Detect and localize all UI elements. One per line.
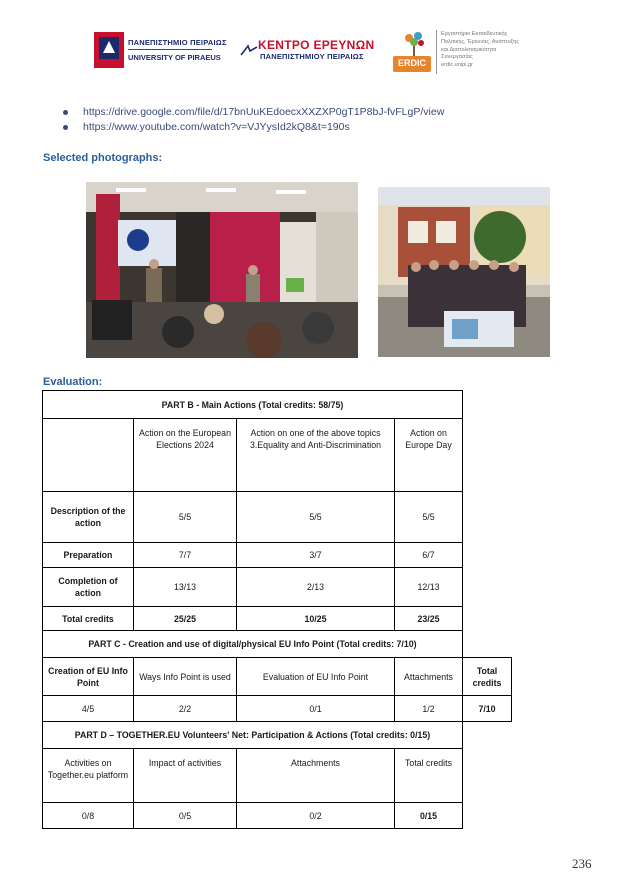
table-row <box>43 568 512 607</box>
table-cell: 3/7 <box>237 543 395 568</box>
part-c-header: Creation of EU Info Point <box>43 658 134 696</box>
erdic-desc-line: erdic.unipi.gr <box>441 62 474 69</box>
research-center-mark-icon <box>240 44 258 58</box>
erdic-wordmark: ERDIC <box>397 58 426 68</box>
part-c-title: PART C - Creation and use of digital/physical EU Info Point (Total credits: 7/10) <box>43 631 463 658</box>
table-row <box>43 492 512 543</box>
youtube-link[interactable]: https://www.youtube.com/watch?v=VJYysId2kQ8&t=190s <box>83 121 350 133</box>
table-cell: 2/13 <box>237 568 395 607</box>
table-cell: 5/5 <box>134 492 237 543</box>
research-center-logo <box>238 38 375 64</box>
table-cell <box>43 419 134 492</box>
part-b-col-europe-day: Action on Europe Day <box>395 419 463 492</box>
links-list <box>63 106 444 136</box>
table-row <box>43 607 512 631</box>
logo-divider <box>436 30 437 74</box>
university-emblem-icon <box>94 32 124 68</box>
erdic-desc-line: Πολιτικής, Έρευνας, Ανάπτυξης <box>441 38 519 45</box>
table-cell: 7/7 <box>134 543 237 568</box>
erdic-desc-line: Εργαστήριο Εκπαιδευτικής <box>441 31 508 37</box>
table-row <box>43 658 512 696</box>
part-d-header: Impact of activities <box>134 749 237 803</box>
part-d-header: Total credits <box>395 749 463 803</box>
part-b-col-topics-line2: 3.Equality and Anti-Discrimination <box>249 440 382 450</box>
table-row <box>43 749 512 803</box>
table-cell: 6/7 <box>395 543 463 568</box>
erdic-description <box>441 31 551 70</box>
table-cell: 2/2 <box>134 696 237 722</box>
part-b-col-topics <box>237 419 395 492</box>
table-cell: 25/25 <box>134 607 237 631</box>
evaluation-table <box>42 390 512 829</box>
research-center-name: ΚΕΝΤΡΟ ΕΡΕΥΝΩΝ <box>258 38 375 52</box>
part-c-header: Total credits <box>463 658 512 696</box>
table-cell: 10/25 <box>237 607 395 631</box>
photos-heading: Selected photographs: <box>43 152 163 164</box>
part-c-header: Attachments <box>395 658 463 696</box>
photo-classroom-presentation <box>86 182 358 358</box>
table-row <box>43 696 512 722</box>
photo-group-outdoors <box>378 187 550 357</box>
row-label: Completion of action <box>43 568 134 607</box>
list-item <box>63 121 444 136</box>
part-c-header: Evaluation of EU Info Point <box>237 658 395 696</box>
erdic-desc-line: Συνεργασίας <box>441 54 473 61</box>
table-cell: 0/1 <box>237 696 395 722</box>
table-cell: 0/5 <box>134 803 237 829</box>
table-cell: 0/15 <box>395 803 463 829</box>
part-b-col-elections: Action on the European Elections 2024 <box>134 419 237 492</box>
table-row <box>43 722 512 749</box>
table-cell: 13/13 <box>134 568 237 607</box>
table-row <box>43 419 512 492</box>
tree-icon <box>401 30 427 58</box>
bullet-icon <box>63 125 68 130</box>
drive-link[interactable]: https://drive.google.com/file/d/17bnUuKEdoecxXXZXP0gT1P8bJ-fvFLgP/view <box>83 106 445 118</box>
erdic-desc-line: και Διαπολιτισμικότητα <box>441 46 497 53</box>
table-cell: 1/2 <box>395 696 463 722</box>
part-c-header: Ways Info Point is used <box>134 658 237 696</box>
university-name-greek: ΠΑΝΕΠΙΣΤΗΜΙΟ ΠΕΙΡΑΙΩΣ <box>128 38 227 47</box>
evaluation-heading: Evaluation: <box>43 376 103 388</box>
bullet-icon <box>63 110 68 115</box>
row-label: Total credits <box>43 607 134 631</box>
part-d-title: PART D – TOGETHER.EU Volunteers' Net: Participation & Actions (Total credits: 0/15) <box>43 722 463 749</box>
university-of-piraeus-logo <box>94 32 227 68</box>
table-cell: 0/2 <box>237 803 395 829</box>
table-cell: 0/8 <box>43 803 134 829</box>
table-cell: 12/13 <box>395 568 463 607</box>
part-b-title: PART B - Main Actions (Total credits: 58/75) <box>43 391 463 419</box>
row-label: Description of the action <box>43 492 134 543</box>
part-d-header: Attachments <box>237 749 395 803</box>
university-name-english: UNIVERSITY OF PIRAEUS <box>128 53 221 62</box>
table-cell: 4/5 <box>43 696 134 722</box>
part-d-header: Activities on Together.eu platform <box>43 749 134 803</box>
table-row <box>43 543 512 568</box>
table-cell: 7/10 <box>463 696 512 722</box>
table-cell: 5/5 <box>395 492 463 543</box>
table-cell: 23/25 <box>395 607 463 631</box>
research-center-subtitle: ΠΑΝΕΠΙΣΤΗΜΙΟΥ ΠΕΙΡΑΙΩΣ <box>260 52 364 61</box>
table-row <box>43 803 512 829</box>
row-label: Preparation <box>43 543 134 568</box>
table-cell: 5/5 <box>237 492 395 543</box>
table-row <box>43 631 512 658</box>
part-b-col-topics-line1: Action on one of the above topics <box>250 428 381 438</box>
page-number: 236 <box>572 856 592 871</box>
table-row <box>43 391 512 419</box>
list-item <box>63 106 444 121</box>
